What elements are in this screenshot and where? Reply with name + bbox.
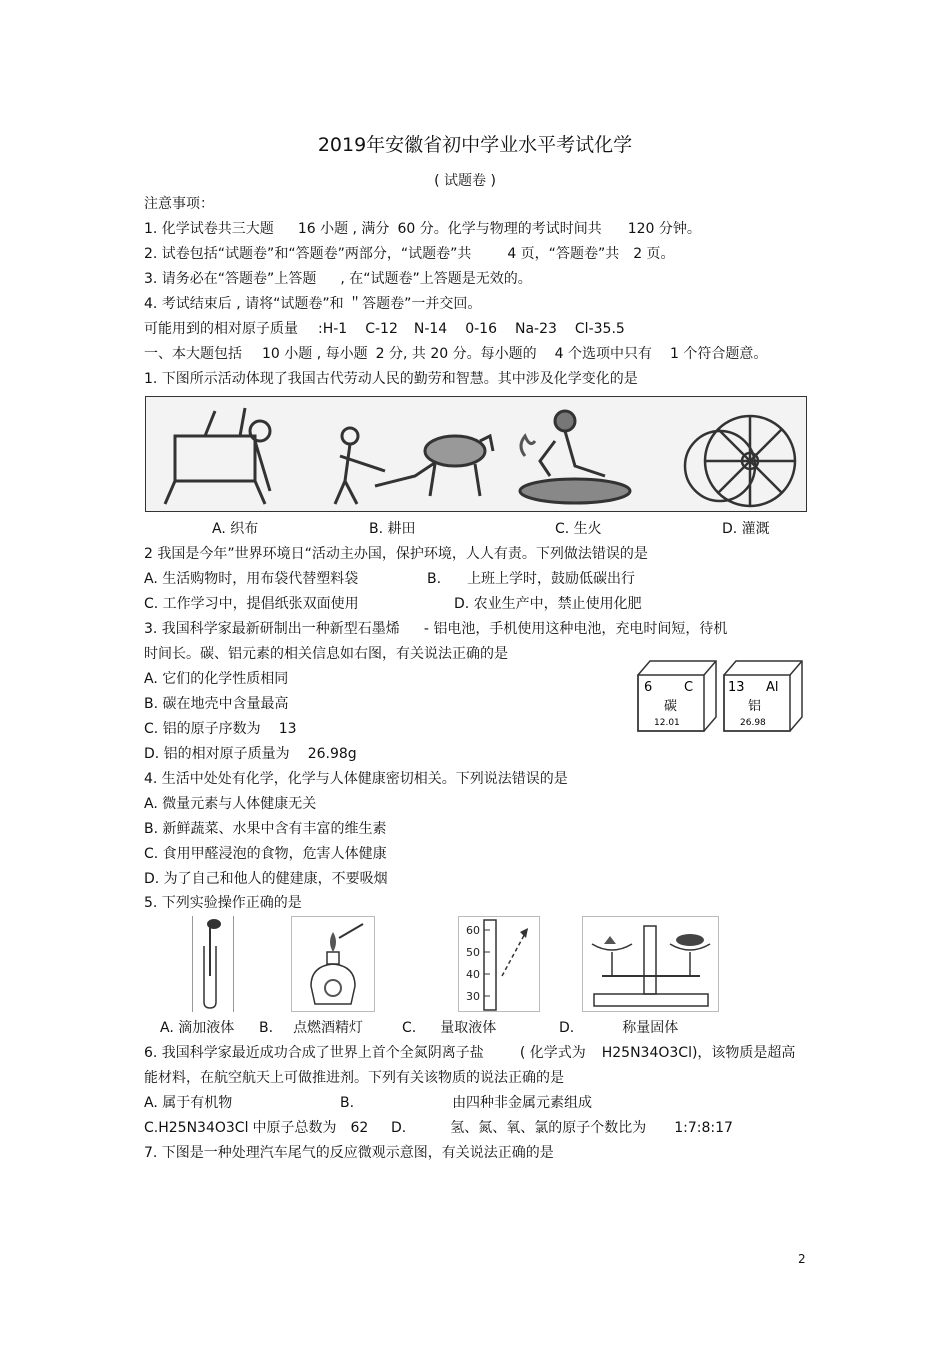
q6-stem-line-2: 能材料，在航空航天上可做推进剂。下列有关该物质的说法正确的是 bbox=[144, 1070, 564, 1086]
q5-option-b[interactable]: B. 点燃酒精灯 bbox=[259, 1020, 364, 1036]
q3-stem-line-2: 时间长。碳、铝元素的相关信息如右图，有关说法正确的是 bbox=[144, 646, 508, 662]
dropper-picture bbox=[192, 916, 234, 1012]
cylinder-tick-40: 40 bbox=[466, 968, 480, 981]
q4-option-d[interactable]: D. 为了自己和他人的健建康，不要吸烟 bbox=[144, 871, 388, 887]
q3-option-d[interactable]: D. 铝的相对原子质量为 26.98g bbox=[144, 746, 357, 762]
carbon-name: 碳 bbox=[664, 699, 678, 714]
balance-scale-picture bbox=[582, 916, 719, 1012]
q2-option-c[interactable]: C. 工作学习中，提倡纸张双面使用 bbox=[144, 596, 359, 612]
q1-option-a[interactable]: A. 织布 bbox=[212, 521, 259, 537]
q6-option-b[interactable]: B. 由四种非金属元素组成 bbox=[340, 1095, 593, 1111]
carbon-mass: 12.01 bbox=[654, 718, 680, 728]
q2-option-b[interactable]: B. 上班上学时，鼓励低碳出行 bbox=[427, 571, 636, 587]
q4-option-a[interactable]: A. 微量元素与人体健康无关 bbox=[144, 796, 317, 812]
q5-option-d[interactable]: D. 称量固体 bbox=[559, 1020, 679, 1036]
alcohol-lamp-picture bbox=[291, 916, 375, 1012]
note-2: 2. 试卷包括“试题卷”和“答题卷”两部分，“试题卷”共 4 页，“答题卷”共 2 页。 bbox=[144, 246, 675, 262]
q2-stem: 2 我国是今年”世界环境日“活动主办国，保护环境，人人有责。下列做法错误的是 bbox=[144, 546, 648, 562]
q7-stem: 7. 下图是一种处理汽车尾气的反应微观示意图，有关说法正确的是 bbox=[144, 1145, 554, 1161]
note-4: 4. 考试结束后 , 请将“试题卷”和 ＂答题卷”一并交回。 bbox=[144, 296, 482, 312]
page-number: 2 bbox=[798, 1252, 806, 1266]
page-subtitle: ( 试题卷 ) bbox=[434, 173, 496, 189]
page-title: 2019年安徽省初中学业水平考试化学 bbox=[317, 134, 633, 156]
q4-option-b[interactable]: B. 新鲜蔬菜、水果中含有丰富的维生素 bbox=[144, 821, 387, 837]
section-1-heading: 一、本大题包括 10 小题 , 每小题 2 分, 共 20 分。每小题的 4 个选项中只有 1 个符合题意。 bbox=[144, 346, 768, 362]
q6-option-d[interactable]: D. 氢、氮、氧、氯的原子个数比为 1:7:8:17 bbox=[391, 1120, 733, 1136]
q3-option-a[interactable]: A. 它们的化学性质相同 bbox=[144, 671, 289, 687]
q1-figure bbox=[145, 396, 807, 512]
q3-option-c[interactable]: C. 铝的原子序数为 13 bbox=[144, 721, 297, 737]
q5-option-a[interactable]: A. 滴加液体 bbox=[160, 1020, 235, 1036]
aluminum-number: 13 bbox=[728, 680, 745, 695]
cylinder-tick-60: 60 bbox=[466, 924, 480, 937]
q4-stem: 4. 生活中处处有化学，化学与人体健康密切相关。下列说法错误的是 bbox=[144, 771, 568, 787]
atomic-masses: 可能用到的相对原子质量 :H-1 C-12 N-14 0-16 Na-23 Cl-35.5 bbox=[144, 321, 625, 337]
cylinder-tick-30: 30 bbox=[466, 990, 480, 1003]
note-1: 1. 化学试卷共三大题 16 小题 , 满分 60 分。化学与物理的考试时间共 120 分钟。 bbox=[144, 221, 701, 237]
q6-stem-line-1: 6. 我国科学家最近成功合成了世界上首个全氮阴离子盐 ( 化学式为 H25N34O3Cl)，该物质是超高 bbox=[144, 1045, 796, 1061]
q1-option-b[interactable]: B. 耕田 bbox=[369, 521, 416, 537]
q2-option-d[interactable]: D. 农业生产中，禁止使用化肥 bbox=[454, 596, 642, 612]
carbon-symbol: C bbox=[684, 680, 694, 695]
note-3: 3. 请务必在“答题卷”上答题 , 在“试题卷”上答题是无效的。 bbox=[144, 271, 532, 287]
q3-stem-line-1: 3. 我国科学家最新研制出一种新型石墨烯 - 铝电池，手机使用这种电池，充电时间短，待机 bbox=[144, 621, 728, 637]
q4-option-c[interactable]: C. 食用甲醛浸泡的食物，危害人体健康 bbox=[144, 846, 387, 862]
aluminum-mass: 26.98 bbox=[740, 718, 766, 728]
q5-stem: 5. 下列实验操作正确的是 bbox=[144, 895, 302, 911]
q3-option-b[interactable]: B. 碳在地壳中含量最高 bbox=[144, 696, 289, 712]
q6-formula-c: H25N34O3Cl bbox=[158, 1120, 249, 1136]
q6-option-a[interactable]: A. 属于有机物 bbox=[144, 1095, 233, 1111]
notes-title: 注意事项： bbox=[144, 196, 214, 212]
cylinder-tick-50: 50 bbox=[466, 946, 480, 959]
q1-option-d[interactable]: D. 灌溉 bbox=[722, 521, 770, 537]
q6-option-c[interactable]: C.H25N34O3Cl 中原子总数为 62 bbox=[144, 1120, 369, 1136]
q6-formula: H25N34O3Cl bbox=[601, 1045, 692, 1061]
q2-option-a[interactable]: A. 生活购物时，用布袋代替塑料袋 bbox=[144, 571, 359, 587]
aluminum-name: 铝 bbox=[748, 699, 762, 714]
q1-stem: 1. 下图所示活动体现了我国古代劳动人民的勤劳和智慧。其中涉及化学变化的是 bbox=[144, 371, 638, 387]
graduated-cylinder-picture bbox=[458, 916, 540, 1012]
aluminum-symbol: Al bbox=[766, 680, 779, 695]
q5-option-c[interactable]: C. 量取液体 bbox=[402, 1020, 497, 1036]
carbon-number: 6 bbox=[644, 680, 653, 695]
q1-option-c[interactable]: C. 生火 bbox=[555, 521, 602, 537]
q3-element-cards bbox=[634, 655, 804, 735]
